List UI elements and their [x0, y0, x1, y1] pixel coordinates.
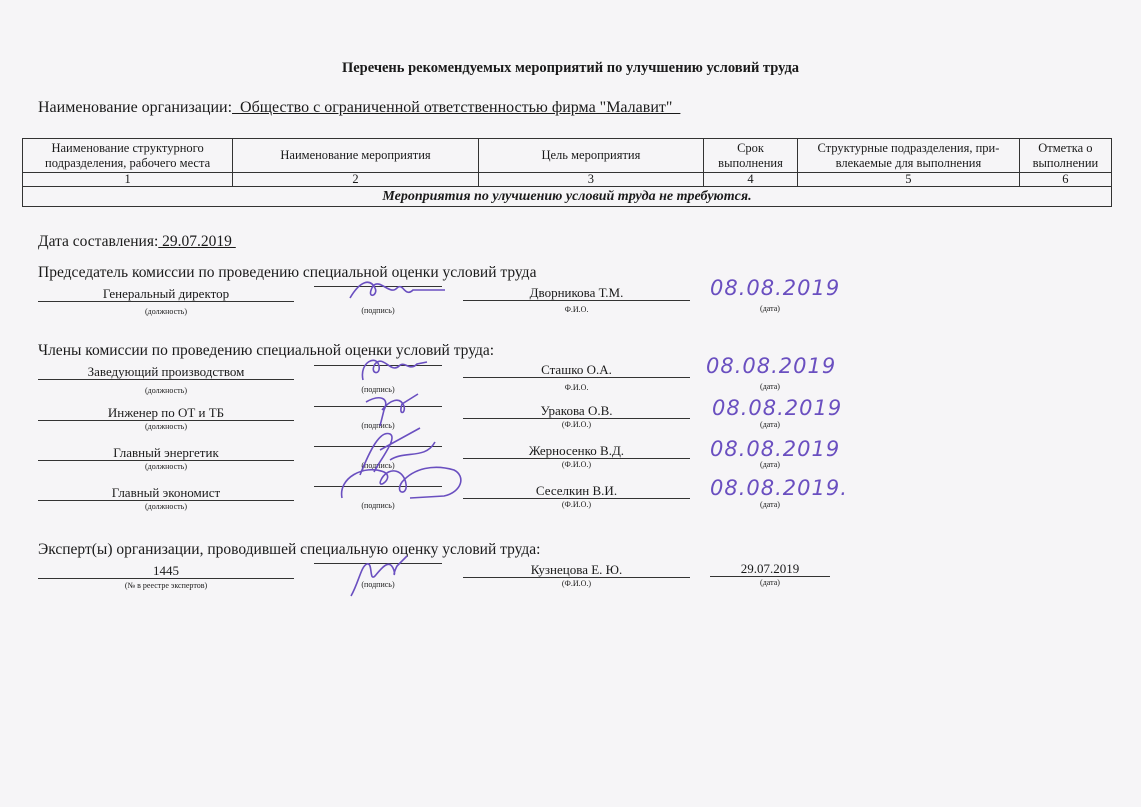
column-number: 2	[233, 173, 479, 187]
member-signature	[334, 458, 474, 503]
column-number: 4	[704, 173, 798, 187]
caption: (№ в реестре экспертов)	[124, 581, 208, 590]
caption: (должность)	[145, 502, 187, 511]
caption: (дата)	[760, 578, 780, 587]
caption: (подпись)	[361, 501, 395, 510]
member-position: Инженер по ОТ и ТБ	[38, 405, 294, 421]
caption: (дата)	[760, 420, 780, 429]
caption: (дата)	[760, 304, 780, 313]
caption: (Ф.И.О.)	[561, 420, 592, 429]
measures-table	[22, 138, 1112, 207]
organization-label: Наименование организации:	[38, 99, 233, 116]
column-number: 6	[1019, 173, 1111, 187]
chairman-name: Дворникова Т.М.	[463, 285, 690, 301]
caption: (должность)	[145, 386, 187, 395]
compilation-date	[38, 233, 236, 251]
chairman-signature	[345, 276, 455, 306]
caption: (подпись)	[361, 385, 395, 394]
table-header: Цель мероприятия	[478, 139, 703, 173]
member-signature	[355, 352, 435, 384]
compilation-date-value: 29.07.2019	[158, 233, 236, 250]
table-header: Структурные подразделения, при-влекаемые для выполнения	[798, 139, 1020, 173]
member-name: Сеселкин В.И.	[463, 483, 690, 499]
member-handwritten-date: 08.08.2019	[706, 354, 837, 378]
expert-signature	[345, 552, 415, 600]
table-header: Отметка о выполнении	[1019, 139, 1111, 173]
member-name: Сташко О.А.	[463, 362, 690, 378]
caption: (должность)	[145, 462, 187, 471]
table-note: Мероприятия по улучшению условий труда не требуются.	[23, 187, 1112, 207]
caption: (дата)	[760, 500, 780, 509]
caption: (дата)	[760, 460, 780, 469]
caption: (подпись)	[361, 580, 395, 589]
caption: (подпись)	[361, 306, 395, 315]
document-title: Перечень рекомендуемых мероприятий по улучшению условий труда	[341, 60, 800, 76]
caption: (подпись)	[361, 461, 395, 470]
member-handwritten-date: 08.08.2019	[710, 437, 841, 461]
member-position: Главный экономист	[38, 485, 294, 501]
caption: (Ф.И.О.)	[561, 579, 592, 588]
member-handwritten-date: 08.08.2019.	[710, 476, 848, 500]
expert-heading: Эксперт(ы) организации, проводившей специальную оценку условий труда:	[38, 541, 541, 558]
expert-date: 29.07.2019	[710, 561, 830, 577]
table-header: Наименование структурного подразделения, рабочего места	[23, 139, 233, 173]
caption: Ф.И.О.	[564, 305, 589, 314]
chairman-heading: Председатель комиссии по проведению специальной оценки условий труда	[38, 264, 537, 281]
caption: (Ф.И.О.)	[561, 500, 592, 509]
caption: (должность)	[145, 422, 187, 431]
expert-name: Кузнецова Е. Ю.	[463, 562, 690, 578]
members-heading: Члены комиссии по проведению специальной оценки условий труда:	[38, 342, 495, 359]
expert-registry-number: 1445	[38, 563, 294, 579]
caption: (должность)	[145, 307, 187, 316]
column-number: 3	[478, 173, 703, 187]
column-number: 5	[798, 173, 1020, 187]
member-handwritten-date: 08.08.2019	[712, 396, 843, 420]
caption: Ф.И.О.	[564, 383, 589, 392]
table-header: Срок выполнения	[704, 139, 798, 173]
chairman-position: Генеральный директор	[38, 286, 294, 302]
column-number: 1	[23, 173, 233, 187]
table-header: Наименование мероприятия	[233, 139, 479, 173]
member-position: Заведующий производством	[38, 364, 294, 380]
chairman-handwritten-date: 08.08.2019	[710, 276, 841, 300]
caption: (подпись)	[361, 421, 395, 430]
organization-line	[38, 99, 680, 117]
member-position: Главный энергетик	[38, 445, 294, 461]
caption: (Ф.И.О.)	[561, 460, 592, 469]
organization-name: Общество с ограниченной ответственностью фирма "Малавит"	[232, 99, 681, 116]
member-name: Жерносенко В.Д.	[463, 443, 690, 459]
member-name: Уракова О.В.	[463, 403, 690, 419]
caption: (дата)	[760, 382, 780, 391]
compilation-date-label: Дата составления:	[38, 233, 159, 250]
